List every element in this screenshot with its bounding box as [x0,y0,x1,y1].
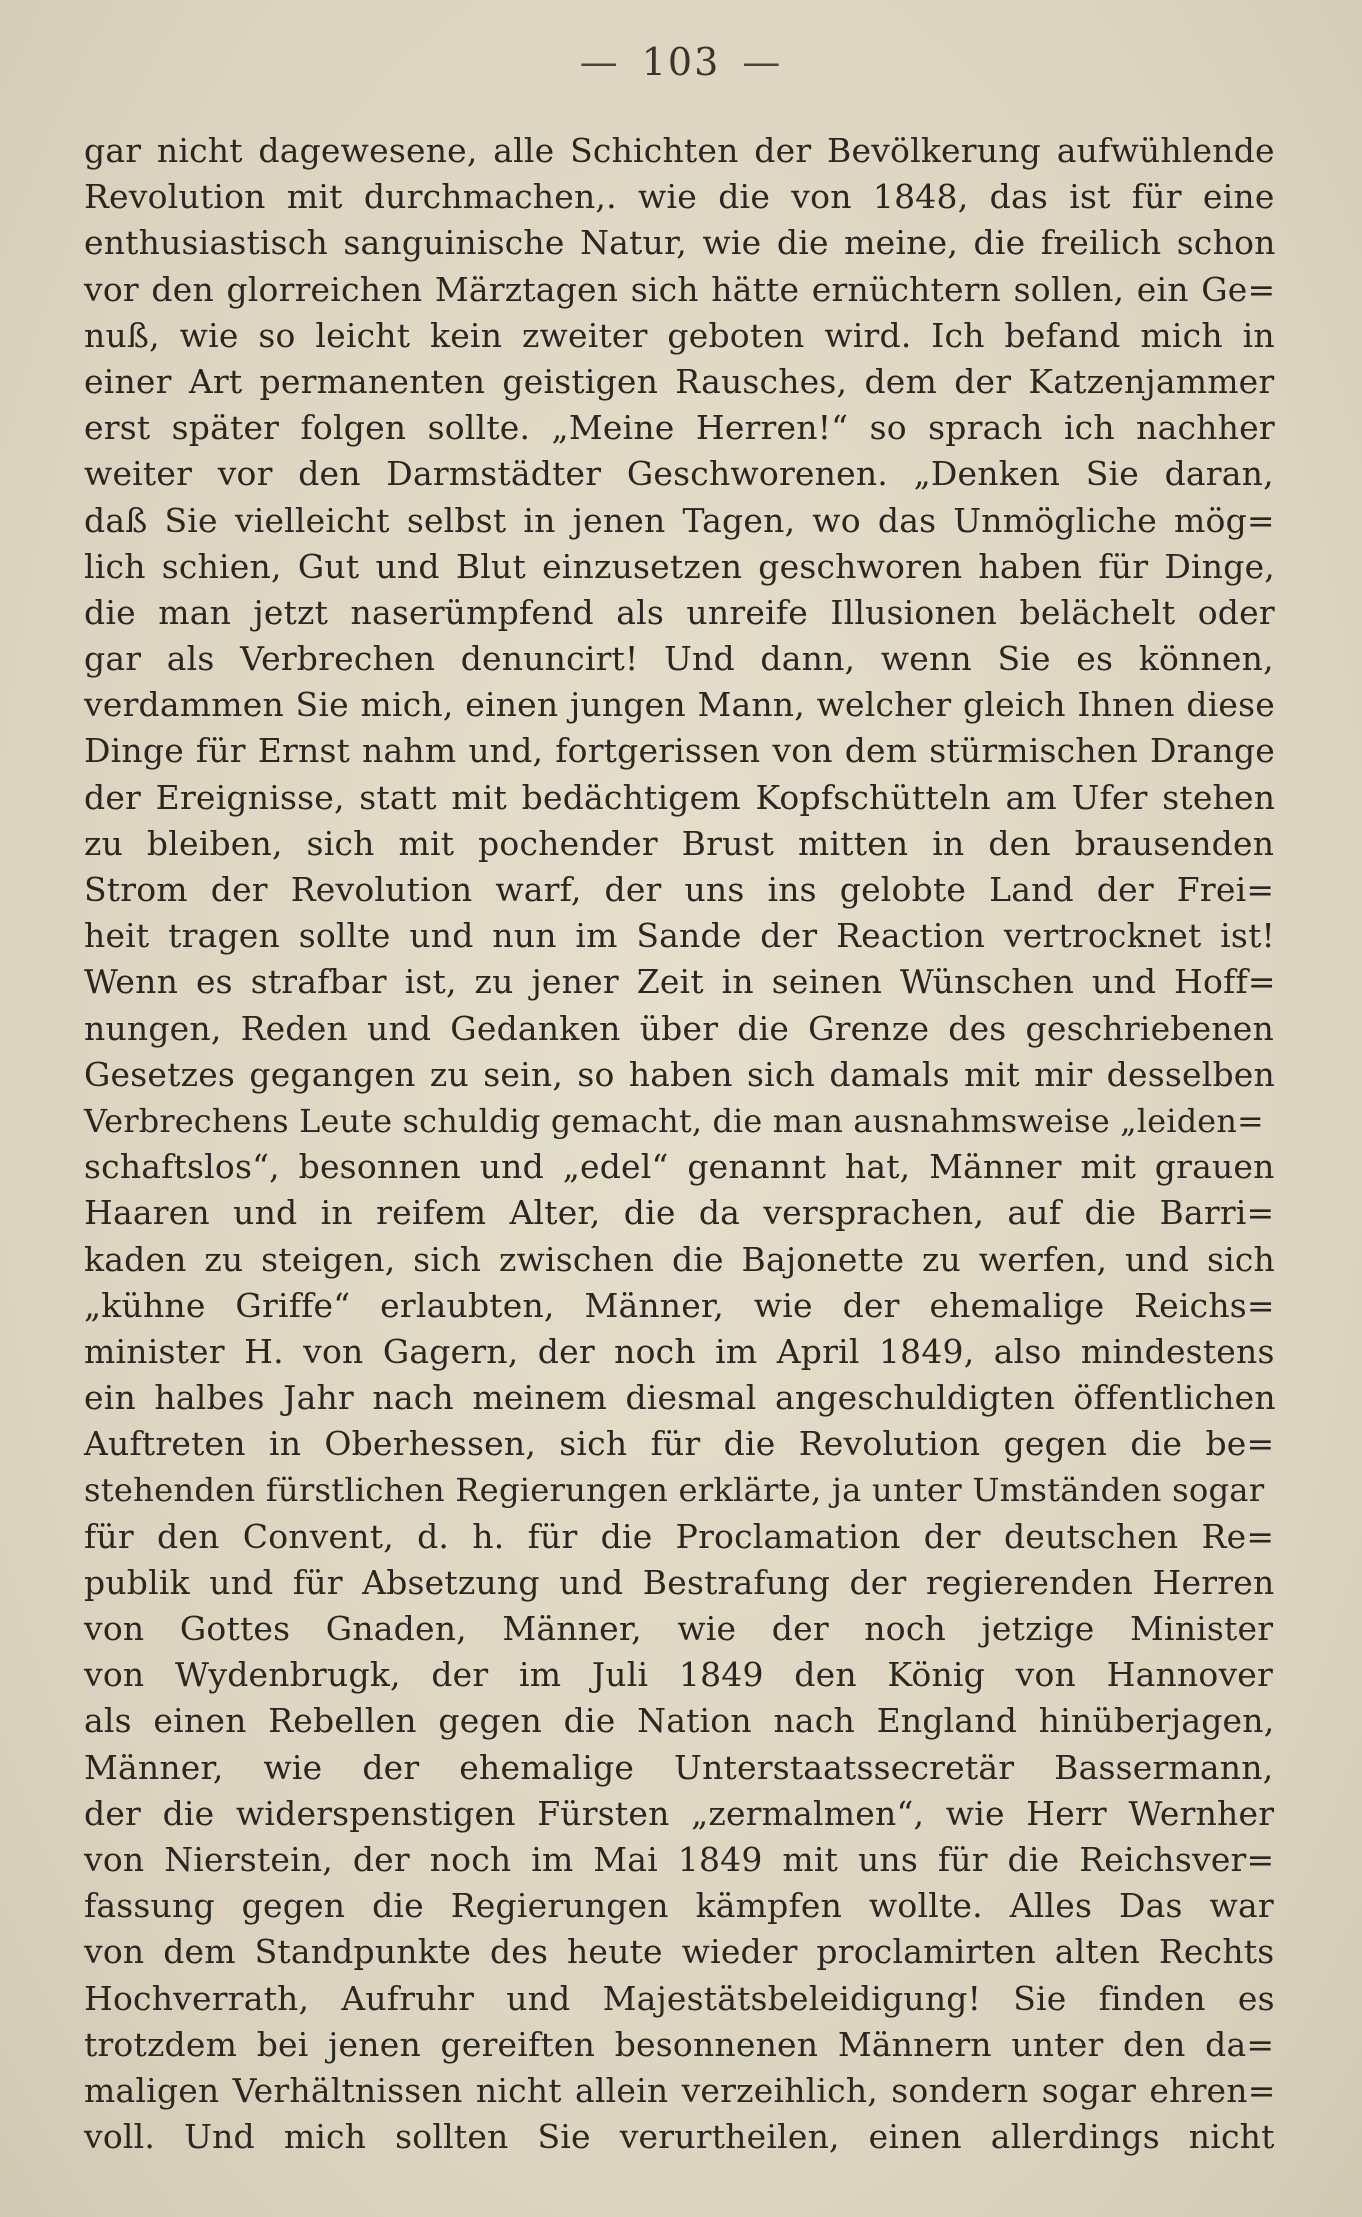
text-line: einer Art permanenten geistigen Rausches, dem der Katzenjammer [84,361,1275,401]
text-line: Strom der Revolution warf, der uns ins gelobte Land der Frei= [84,870,1275,909]
text-line: trotzdem bei jenen gereiften besonnenen Männern unter den da= [84,2024,1275,2064]
text-line: ein halbes Jahr nach meinem diesmal angeschuldigten öffentlichen [84,1378,1276,1418]
text-line: weiter vor den Darmstädter Geschworenen. „Denken Sie daran, [84,454,1274,494]
text-line: vor den glorreichen Märztagen sich hätte ernüchtern sollen, ein Ge= [84,269,1276,309]
text-line: von Gottes Gnaden, Männer, wie der noch jetzige Minister [84,1609,1274,1648]
text-line: voll. Und mich sollten Sie verurtheilen, einen allerdings nicht [84,2117,1275,2157]
text-line: Gesetzes gegangen zu sein, so haben sich damals mit mir desselben [84,1054,1275,1094]
text-line: fassung gegen die Regierungen kämpfen wollte. Alles Das war [84,1886,1274,1926]
text-line: der Ereignisse, statt mit bedächtigem Kopfschütteln am Ufer stehen [84,777,1276,817]
text-line: Männer, wie der ehemalige Unterstaatssecretär Bassermann, [84,1747,1274,1787]
text-line: Verbrechens Leute schuldig gemacht, die man ausnahmsweise „leiden= [84,1101,1264,1140]
text-line: minister H. von Gagern, der noch im April 1849, also mindestens [84,1331,1275,1371]
text-line: der die widerspenstigen Fürsten „zermalmen“, wie Herr Wernher [84,1793,1275,1833]
page-number-header [0,40,1362,84]
text-line: von dem Standpunkte des heute wieder proclamirten alten Rechts [84,1932,1275,1972]
text-line: maligen Verhältnissen nicht allein verzeihlich, sondern sogar ehren= [84,2070,1276,2110]
text-line: verdammen Sie mich, einen jungen Mann, welcher gleich Ihnen diese [84,685,1275,725]
text-line: schaftslos“, besonnen und „edel“ genannt hat, Männer mit grauen [84,1147,1275,1187]
text-line: für den Convent, d. h. für die Proclamation der deutschen Re= [84,1516,1275,1556]
text-line: Auftreten in Oberhessen, sich für die Revolution gegen die be= [84,1424,1275,1464]
page-number: 103 [641,40,721,84]
left-dash: — [579,40,620,84]
text-line: nuß, wie so leicht kein zweiter geboten wird. Ich befand mich in [84,315,1275,355]
text-line: lich schien, Gut und Blut einzusetzen geschworen haben für Dinge, [84,546,1275,586]
text-line: daß Sie vielleicht selbst in jenen Tagen, wo das Unmögliche mög= [84,500,1275,540]
text-line: von Nierstein, der noch im Mai 1849 mit uns für die Reichsver= [84,1839,1275,1879]
text-line: die man jetzt naserümpfend als unreife Illusionen belächelt oder [84,592,1275,632]
text-line: zu bleiben, sich mit pochender Brust mitten in den brausenden [84,823,1275,863]
text-line: Dinge für Ernst nahm und, fortgerissen von dem stürmischen Drange [84,731,1275,771]
text-line: stehenden fürstlichen Regierungen erklärte, ja unter Umständen sogar [84,1471,1265,1510]
body-text [84,128,1276,2160]
text-line: Revolution mit durchmachen,. wie die von 1848, das ist für eine [84,177,1275,217]
text-line: „kühne Griffe“ erlaubten, Männer, wie der ehemalige Reichs= [84,1285,1275,1325]
text-line: gar nicht dagewesene, alle Schichten der Bevölkerung aufwühlende [84,131,1275,170]
text-line: Haaren und in reifem Alter, die da versprachen, auf die Barri= [84,1193,1275,1233]
text-line: als einen Rebellen gegen die Nation nach England hinüberjagen, [84,1701,1275,1741]
text-line: Hochverrath, Aufruhr und Majestätsbeleidigung! Sie finden es [84,1978,1275,2018]
text-line: enthusiastisch sanguinische Natur, wie die meine, die freilich schon [84,223,1276,263]
text-line: erst später folgen sollte. „Meine Herren!“ so sprach ich nachher [84,408,1275,448]
right-dash: — [742,40,783,84]
text-line: kaden zu steigen, sich zwischen die Bajonette zu werfen, und sich [84,1239,1275,1279]
text-line: publik und für Absetzung und Bestrafung der regierenden Herren [84,1562,1275,1602]
text-line: gar als Verbrechen denuncirt! Und dann, wenn Sie es können, [84,639,1274,679]
text-line: heit tragen sollte und nun im Sande der Reaction vertrocknet ist! [84,916,1275,956]
text-line: von Wydenbrugk, der im Juli 1849 den König von Hannover [84,1655,1273,1695]
text-line: Wenn es strafbar ist, zu jener Zeit in seinen Wünschen und Hoff= [84,962,1276,1002]
text-line: nungen, Reden und Gedanken über die Grenze des geschriebenen [84,1008,1274,1048]
